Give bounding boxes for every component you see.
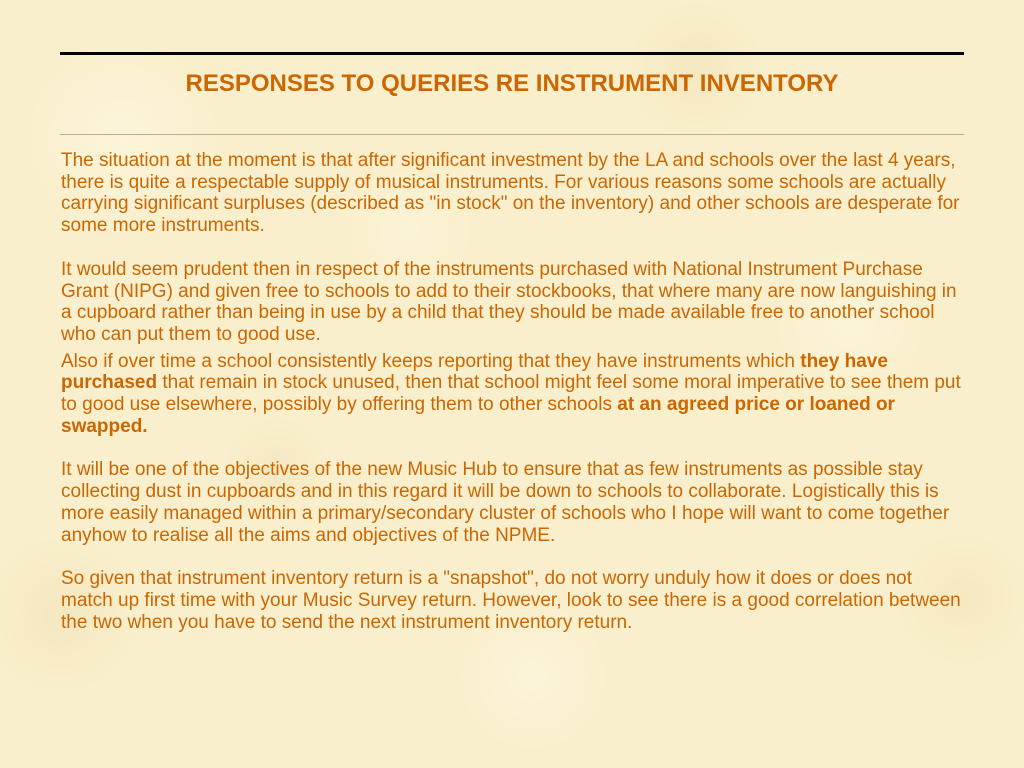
paragraph-music-hub: It will be one of the objectives of the new Music Hub to ensure that as few instruments as possible stay collecting dust in cupboards and in this regard it will be down to schools to collaborate. Logistically this is more easily managed within a primary/secondary cluster of schools who I hope will want to come together anyhow to realise all the aims and objectives of the NPME. (61, 459, 950, 546)
paragraph-purchased-emphasis-1: they have purchased (61, 350, 888, 394)
slide-body (61, 150, 961, 633)
paragraph-purchased-emphasis-2: at an agreed price or loaned or swapped. (61, 394, 895, 437)
paragraph-snapshot: So given that instrument inventory return is a "snapshot", do not worry unduly how it does or does not match up first time with your Music Survey return. However, look to see there is a good correlation between the two when you have to send the next instrument inventory return. (61, 568, 961, 633)
paragraph-nipg: It would seem prudent then in respect of the instruments purchased with National Instrument Purchase Grant (NIPG) and given free to schools to add to their stockbooks, that where many are now languishing in a cupboard rather than being in use by a child that they should be made available free to another school who can put them to good use. (61, 258, 957, 345)
paragraph-situation: The situation at the moment is that after significant investment by the LA and schools over the last 4 years, there is quite a respectable supply of musical instruments. For various reasons some schools are actually carrying significant surpluses (described as "in stock" on the inventory) and other schools are desperate for some more instruments. (61, 150, 960, 237)
paragraph-purchased-text-1: Also if over time a school consistently keeps reporting that they have instruments which (61, 350, 801, 372)
slide-title: RESPONSES TO QUERIES RE INSTRUMENT INVENTORY (185, 70, 839, 97)
paragraph-purchased-text-2: that remain in stock unused, then that school might feel some moral imperative to see them put to good use elsewhere, possibly by offering them to other schools (61, 372, 961, 416)
top-rule (60, 52, 964, 55)
title-divider (60, 134, 964, 135)
paragraph-purchased (61, 351, 961, 438)
